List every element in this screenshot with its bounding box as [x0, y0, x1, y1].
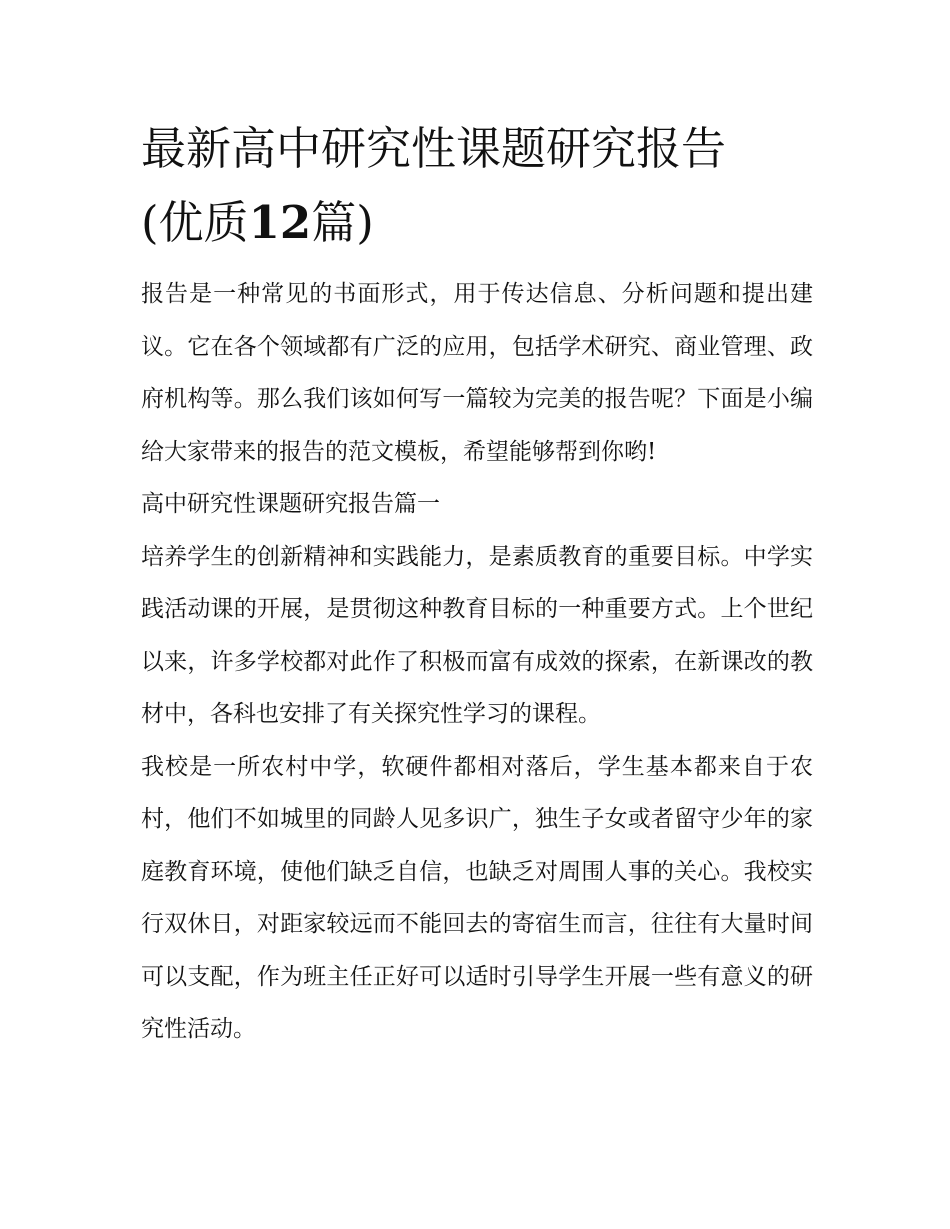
body-paragraph-2: 我校是一所农村中学，软硬件都相对落后，学生基本都来自于农村，他们不如城里的同龄人见多识广，独生子女或者留守少年的家庭教育环境，使他们缺乏自信，也缺乏对周围人事的关心。我校实行双休日，对距家较远而不能回去的寄宿生而言，往往有大量时间可以支配，作为班主任正好可以适时引导学生开展一些有意义的研究性活动。	[141, 753, 813, 1042]
document-title	[141, 112, 813, 260]
body-paragraph-1: 培养学生的创新精神和实践能力，是素质教育的重要目标。中学实践活动课的开展，是贯彻这种教育目标的一种重要方式。上个世纪以来，许多学校都对此作了积极而富有成效的探索，在新课改的教材中，各科也安排了有关探究性学习的课程。	[141, 543, 813, 727]
title-prefix: (优质	[141, 196, 249, 249]
document-page	[141, 112, 813, 1056]
title-suffix: 篇)	[311, 196, 374, 249]
section-heading: 高中研究性课题研究报告篇一	[141, 491, 440, 517]
title-number: 12	[248, 196, 312, 249]
title-line-1: 最新高中研究性课题研究报告	[141, 122, 727, 175]
title-line-2	[141, 186, 813, 260]
intro-paragraph: 报告是一种常见的书面形式，用于传达信息、分析问题和提出建议。它在各个领域都有广泛的应用，包括学术研究、商业管理、政府机构等。那么我们该如何写一篇较为完美的报告呢？下面是小编给大家带来的报告的范文模板，希望能够帮到你哟!	[141, 281, 813, 465]
